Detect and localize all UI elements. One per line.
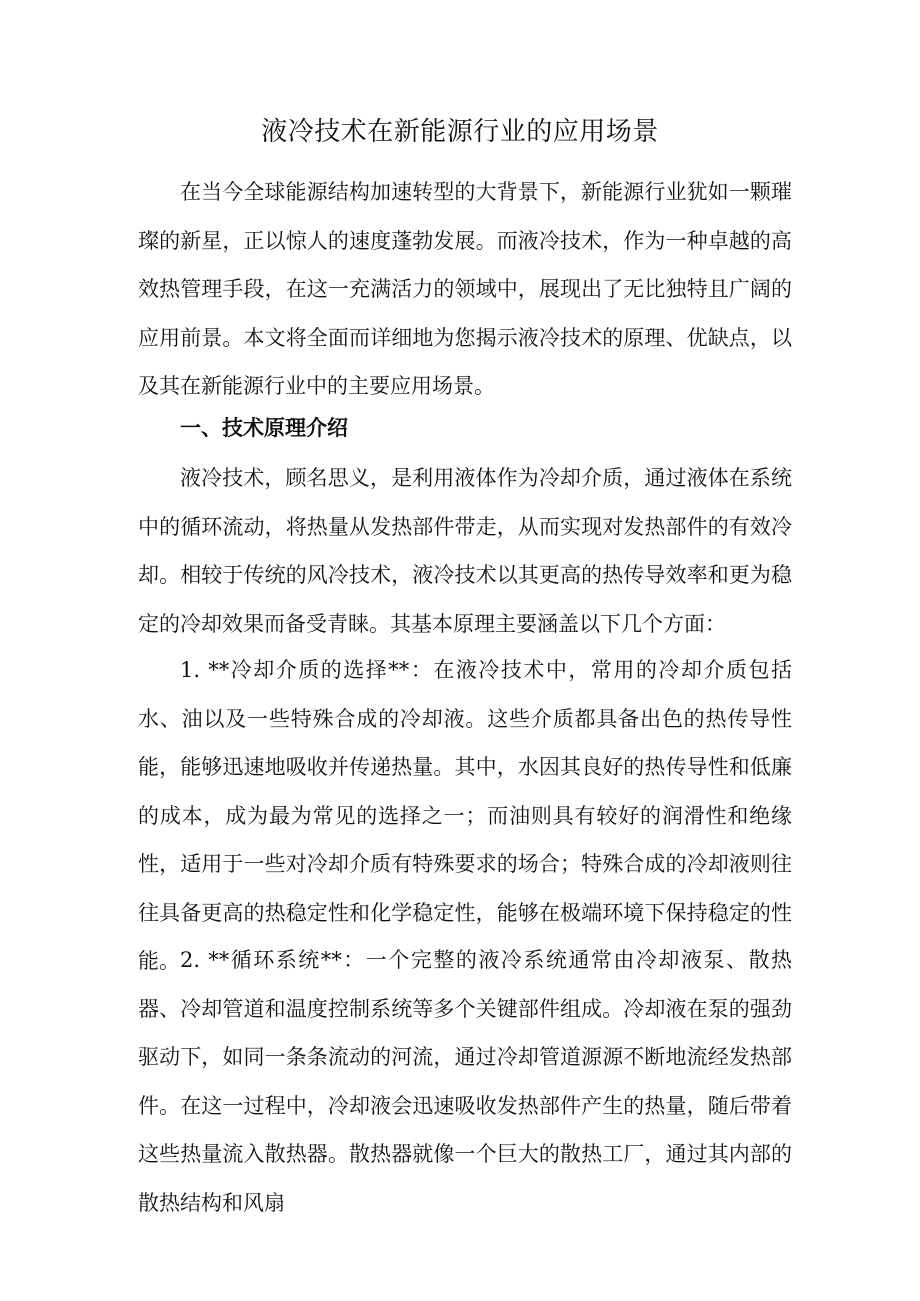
circulation-system-paragraph: 2. **循环系统**：一个完整的液冷系统通常由冷却液泵、散热器、冷却管道和温度控制系统等多个关键部件组成。冷却液在泵的强劲驱动下，如同一条条流动的河流，通过冷却管道源源不断地流经发热部件。在这一过程中，冷却液会迅速吸收发热部件产生的热量，随后带着这些热量流入散热器。散热器就像一个巨大的散热工厂，通过其内部的散热结构和风扇	[138, 948, 792, 1215]
intro-paragraph: 在当今全球能源结构加速转型的大背景下，新能源行业犹如一颗璀璨的新星，正以惊人的速度蓬勃发展。而液冷技术，作为一种卓越的高效热管理手段，在这一充满活力的领域中，展现出了无比独特且广阔的应用前景。本文将全面而详细地为您揭示液冷技术的原理、优缺点，以及其在新能源行业中的主要应用场景。	[138, 180, 792, 398]
principle-paragraph: 液冷技术，顾名思义，是利用液体作为冷却介质，通过液体在系统中的循环流动，将热量从发热部件带走，从而实现对发热部件的有效冷却。相较于传统的风冷技术，液冷技术以其更高的热传导效率和更为稳定的冷却效果而备受青睐。其基本原理主要涵盖以下几个方面：	[138, 466, 792, 636]
page-title: 液冷技术在新能源行业的应用场景	[261, 117, 659, 147]
cooling-medium-paragraph: 1. **冷却介质的选择**：在液冷技术中，常用的冷却介质包括水、油以及一些特殊合成的冷却液。这些介质都具备出色的热传导性能，能够迅速地吸收并传递热量。其中，水因其良好的热传导性和低廉的成本，成为最为常见的选择之一；而油则具有较好的润滑性和绝缘性，适用于一些对冷却介质有特殊要求的场合；特殊合成的冷却液则往往具备更高的热稳定性和化学稳定性，能够在极端环境下保持稳定的性能。	[138, 658, 792, 973]
section-heading: 一、技术原理介绍	[180, 415, 348, 440]
